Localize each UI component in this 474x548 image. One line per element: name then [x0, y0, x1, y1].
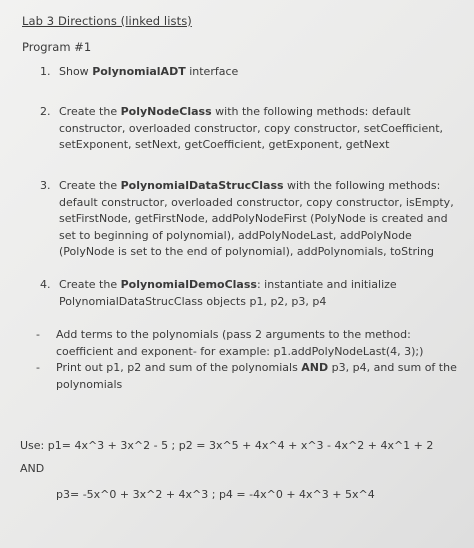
p3-p4-equation: p3= -5x^0 + 3x^2 + 4x^3 ; p4 = -4x^0 + 4x^3 + 5x^4 — [56, 488, 375, 501]
item-text-pre: Show — [59, 65, 93, 78]
item-text — [59, 277, 460, 310]
item-text-post: interface — [185, 65, 239, 78]
item-text-pre: Add terms to the polynomials (pass 2 arguments to the method: coefficient and exponent- for example: p1.addPolyNodeLast(4, 3);) — [56, 328, 424, 358]
item-text-pre: Print out p1, p2 and sum of the polynomials — [56, 361, 302, 374]
item-number: 2. — [40, 105, 51, 118]
list-item — [36, 327, 460, 360]
list-item — [40, 104, 460, 154]
item-text — [56, 327, 460, 360]
item-text-pre: Create the — [59, 105, 121, 118]
item-text-bold: PolynomialDemoClass — [120, 278, 257, 291]
item-text-pre: Create the — [59, 179, 121, 192]
list-item — [40, 277, 460, 310]
item-text-bold: AND — [301, 361, 329, 374]
item-number: 1. — [40, 65, 51, 78]
and-label: AND — [20, 462, 45, 475]
list-item — [40, 178, 460, 261]
item-text-pre: Create the — [59, 278, 121, 291]
item-text — [59, 64, 460, 81]
item-text-post: : instantiate and initialize PolynomialDataStrucClass objects p1, p2, p3, p4 — [59, 278, 397, 308]
use-equation: Use: p1= 4x^3 + 3x^2 - 5 ; p2 = 3x^5 + 4x^4 + x^3 - 4x^2 + 4x^1 + 2 — [20, 439, 434, 452]
item-text-bold: PolyNodeClass — [120, 105, 212, 118]
item-number: 4. — [40, 278, 51, 291]
item-text — [56, 360, 460, 393]
item-text-post: p3, p4, and sum of the polynomials — [56, 361, 457, 391]
item-dash: - — [36, 361, 40, 374]
item-dash: - — [36, 328, 40, 341]
program-label: Program #1 — [22, 40, 92, 54]
item-text — [59, 178, 460, 261]
page-heading: Lab 3 Directions (linked lists) — [22, 14, 192, 28]
item-text-post: with the following methods: default constructor, overloaded constructor, copy constructor, setCoefficient, setExponent, setNext, getCoefficient, getExponent, getNext — [59, 105, 444, 151]
list-item — [40, 64, 460, 81]
item-text-bold: PolynomialADT — [92, 65, 186, 78]
item-text-bold: PolynomialDataStrucClass — [120, 179, 284, 192]
item-text-post: with the following methods: default constructor, overloaded constructor, copy constructor, isEmpty, setFirstNode, getFirstNode, addPolyNodeFirst (PolyNode is created and set to beginning of polynomial), addPolyNodeLast, addPolyNode (PolyNode is set to the end of polynomial), addPolynomials, toString — [59, 179, 454, 258]
item-text — [59, 104, 460, 154]
list-item — [36, 360, 460, 393]
item-number: 3. — [40, 179, 51, 192]
